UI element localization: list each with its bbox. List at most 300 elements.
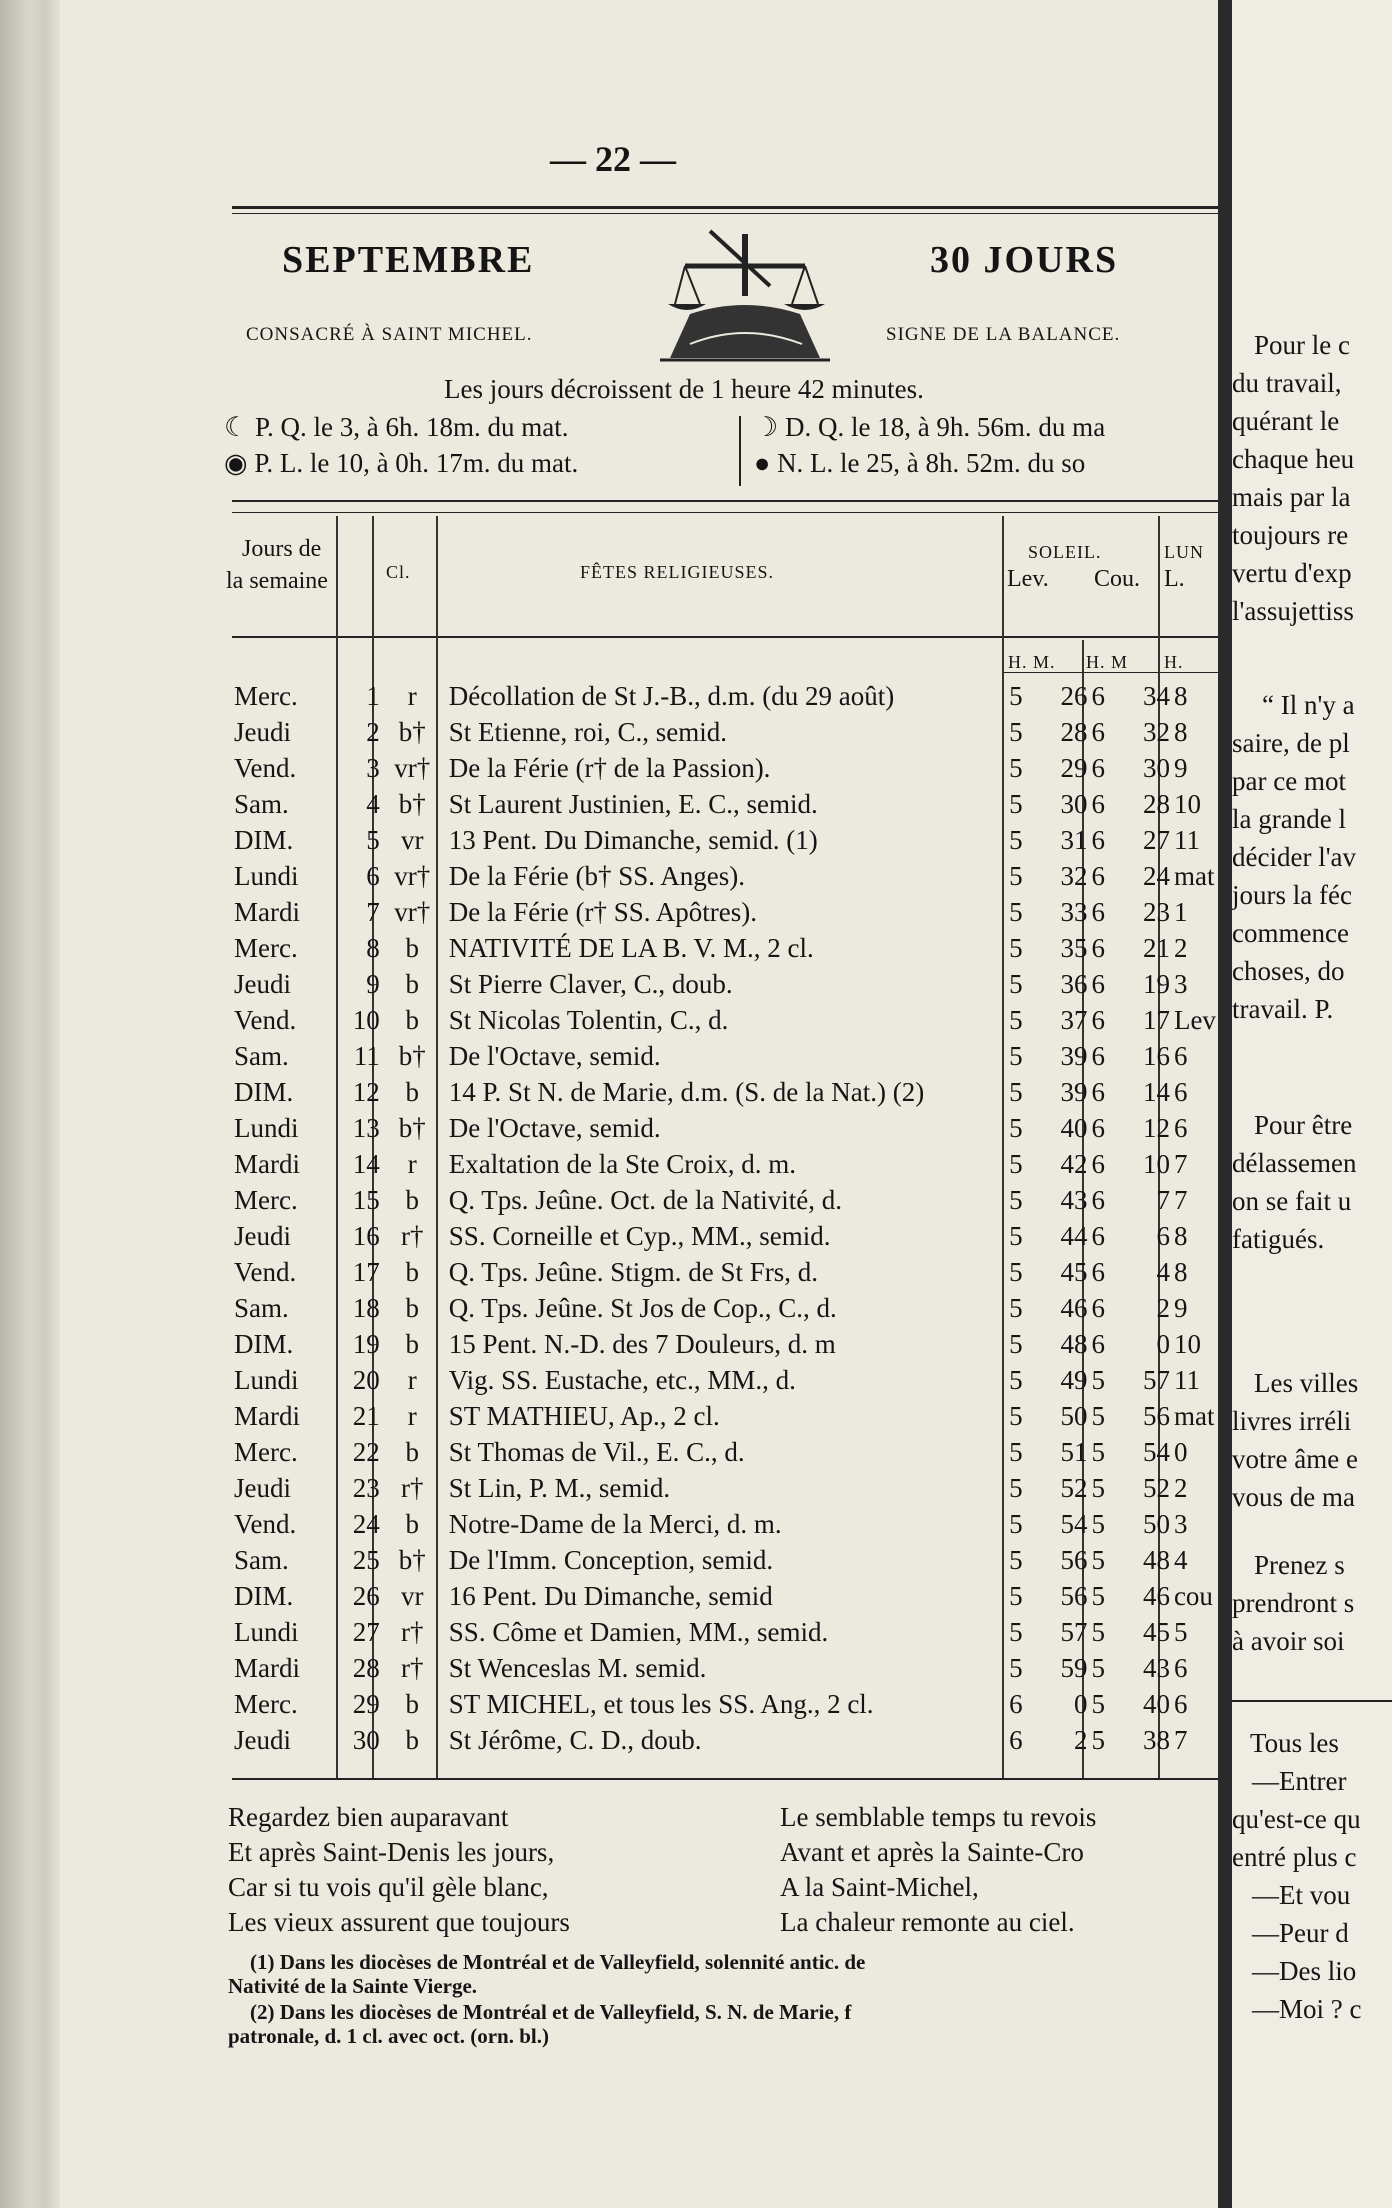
sunset-hour-cell: 6 xyxy=(1091,897,1106,927)
sunset-hour-cell: 5 xyxy=(1091,1473,1106,1503)
subheader-hm-cou: H. M xyxy=(1086,652,1129,672)
table-row xyxy=(232,786,1218,822)
proverb-right xyxy=(780,1800,1096,1940)
sunrise-hour-cell: 5 xyxy=(1009,1473,1023,1503)
footnote-2: (2) Dans les diocèses de Montréal et de Valleyfield, S. N. de Marie, f xyxy=(250,2000,852,2024)
weekday-cell: Jeudi xyxy=(234,969,291,999)
facing-page-line: prendront s xyxy=(1232,1588,1355,1618)
sunrise-hour-cell: 5 xyxy=(1009,1005,1023,1035)
sunrise-minute-cell: 49 xyxy=(1060,1365,1088,1395)
weekday-cell: Merc. xyxy=(234,1689,298,1719)
sunset-hour-cell: 6 xyxy=(1091,861,1106,891)
sunrise-hour-cell: 5 xyxy=(1009,789,1023,819)
sunrise-hour-cell: 5 xyxy=(1009,1041,1023,1071)
sunrise-minute-cell: 50 xyxy=(1060,1401,1088,1431)
facing-page-line: commence xyxy=(1232,918,1349,948)
moon-cell: 11 xyxy=(1173,1365,1200,1395)
day-number-cell: 4 xyxy=(366,789,380,819)
weekday-cell: Merc. xyxy=(234,1437,298,1467)
liturgical-class-cell: b xyxy=(405,1725,420,1755)
header-cou: Cou. xyxy=(1094,566,1141,592)
liturgical-class-cell: b† xyxy=(398,1041,426,1071)
table-row xyxy=(232,678,1218,714)
liturgical-class-cell: vr† xyxy=(394,753,431,783)
liturgical-class-cell: b xyxy=(405,969,420,999)
sunrise-hour-cell: 5 xyxy=(1009,1509,1023,1539)
proverb-line: A la Saint-Michel, xyxy=(780,1872,979,1902)
feast-cell: ST MATHIEU, Ap., 2 cl. xyxy=(448,1401,720,1431)
sunset-hour-cell: 6 xyxy=(1091,1005,1106,1035)
weekday-cell: Merc. xyxy=(234,1185,298,1215)
day-number-cell: 6 xyxy=(366,861,380,891)
sunset-hour-cell: 6 xyxy=(1091,1221,1106,1251)
facing-page-line: saire, de pl xyxy=(1232,728,1350,758)
sunset-minute-cell: 14 xyxy=(1142,1077,1170,1107)
facing-page-line: vertu d'exp xyxy=(1232,558,1352,588)
sunset-hour-cell: 6 xyxy=(1091,1113,1106,1143)
liturgical-class-cell: b xyxy=(405,1437,420,1467)
feast-cell: Notre-Dame de la Merci, d. m. xyxy=(448,1509,782,1539)
day-number-cell: 5 xyxy=(366,825,380,855)
sunset-minute-cell: 0 xyxy=(1156,1329,1170,1359)
header-lune: LUN xyxy=(1164,542,1204,562)
proverb-left xyxy=(228,1800,570,1940)
weekday-cell: DIM. xyxy=(234,1077,294,1107)
table-row xyxy=(232,1362,1218,1398)
table-row xyxy=(232,1254,1218,1290)
feast-cell: St Pierre Claver, C., doub. xyxy=(448,969,733,999)
sunset-minute-cell: 46 xyxy=(1142,1581,1170,1611)
weekday-cell: Sam. xyxy=(234,789,289,819)
sunset-hour-cell: 6 xyxy=(1091,717,1106,747)
table-row xyxy=(232,1578,1218,1614)
moon-cell: 8 xyxy=(1173,1221,1188,1251)
weekday-cell: Jeudi xyxy=(234,1221,291,1251)
day-number-cell: 29 xyxy=(352,1689,380,1719)
sunrise-hour-cell: 5 xyxy=(1009,1257,1023,1287)
sunrise-hour-cell: 5 xyxy=(1009,1329,1023,1359)
sunset-minute-cell: 54 xyxy=(1142,1437,1170,1467)
feast-cell: 15 Pent. N.-D. des 7 Douleurs, d. m xyxy=(448,1329,836,1359)
table-row xyxy=(232,858,1218,894)
sunrise-hour-cell: 5 xyxy=(1009,1077,1023,1107)
day-number-cell: 25 xyxy=(352,1545,380,1575)
table-row xyxy=(232,930,1218,966)
sunrise-minute-cell: 57 xyxy=(1060,1617,1088,1647)
day-number-cell: 14 xyxy=(352,1149,380,1179)
sunset-hour-cell: 5 xyxy=(1091,1365,1106,1395)
facing-page-line: choses, do xyxy=(1232,956,1345,986)
footnote-1-cont: Nativité de la Sainte Vierge. xyxy=(228,1974,478,1998)
weekday-cell: Merc. xyxy=(234,681,298,711)
sunset-minute-cell: 12 xyxy=(1142,1113,1170,1143)
moon-cell: cou xyxy=(1173,1581,1213,1611)
sunset-hour-cell: 6 xyxy=(1091,1257,1106,1287)
table-row xyxy=(232,1218,1218,1254)
zodiac-sign: SIGNE DE LA BALANCE. xyxy=(886,324,1121,345)
facing-page-line: chaque heu xyxy=(1232,444,1355,474)
weekday-cell: Merc. xyxy=(234,933,298,963)
proverb-line: Les vieux assurent que toujours xyxy=(228,1907,570,1937)
facing-page-line: —Des lio xyxy=(1252,1956,1357,1986)
sunrise-minute-cell: 26 xyxy=(1060,681,1088,711)
sunrise-minute-cell: 56 xyxy=(1060,1545,1088,1575)
sunset-minute-cell: 27 xyxy=(1142,825,1170,855)
header-rule-top xyxy=(232,500,1218,502)
day-number-cell: 13 xyxy=(352,1113,380,1143)
weekday-cell: Mardi xyxy=(234,1401,300,1431)
liturgical-class-cell: b xyxy=(405,1077,420,1107)
table-row xyxy=(232,1470,1218,1506)
liturgical-class-cell: vr† xyxy=(394,861,431,891)
facing-page-line: —Moi ? c xyxy=(1252,1994,1362,2024)
facing-page-line: Tous les xyxy=(1250,1728,1339,1758)
facing-page-line: —Entrer xyxy=(1252,1766,1347,1796)
feast-cell: De la Férie (b† SS. Anges). xyxy=(448,861,745,891)
sunset-hour-cell: 5 xyxy=(1091,1545,1106,1575)
sunrise-hour-cell: 5 xyxy=(1009,897,1023,927)
liturgical-class-cell: r xyxy=(407,681,417,711)
moon-cell: mat xyxy=(1173,861,1215,891)
subheader-hm-lev: H. M. xyxy=(1008,652,1056,672)
header-fetes: FÊTES RELIGIEUSES. xyxy=(580,562,775,582)
liturgical-class-cell: r† xyxy=(401,1653,424,1683)
sunset-minute-cell: 24 xyxy=(1142,861,1170,891)
sunset-hour-cell: 6 xyxy=(1091,1077,1106,1107)
sunrise-hour-cell: 5 xyxy=(1009,933,1023,963)
table-row xyxy=(232,1146,1218,1182)
table-row xyxy=(232,1074,1218,1110)
header-rule-bottom xyxy=(232,636,1218,638)
facing-page-line: travail. P. xyxy=(1232,994,1334,1024)
moon-cell: 10 xyxy=(1173,789,1201,819)
facing-page-line: fatigués. xyxy=(1232,1224,1325,1254)
sunrise-hour-cell: 5 xyxy=(1009,1221,1023,1251)
weekday-cell: Mardi xyxy=(234,1653,300,1683)
new-moon-icon: ● xyxy=(754,448,771,478)
weekday-cell: Lundi xyxy=(234,861,299,891)
book-left-edge xyxy=(0,0,60,2208)
sunset-hour-cell: 5 xyxy=(1091,1653,1106,1683)
sunset-minute-cell: 32 xyxy=(1142,717,1170,747)
sunrise-minute-cell: 44 xyxy=(1060,1221,1088,1251)
moon-cell: 5 xyxy=(1173,1617,1188,1647)
sunrise-minute-cell: 40 xyxy=(1060,1113,1088,1143)
table-row xyxy=(232,1002,1218,1038)
facing-page-line: décider l'av xyxy=(1232,842,1357,872)
day-number-cell: 12 xyxy=(352,1077,380,1107)
feast-cell: Exaltation de la Ste Croix, d. m. xyxy=(448,1149,796,1179)
table-row xyxy=(232,1290,1218,1326)
liturgical-class-cell: b xyxy=(405,1329,420,1359)
feast-cell: 16 Pent. Du Dimanche, semid xyxy=(448,1581,773,1611)
moon-cell: mat xyxy=(1173,1401,1215,1431)
day-number-cell: 10 xyxy=(352,1005,380,1035)
header-cl: Cl. xyxy=(386,562,411,582)
sunrise-hour-cell: 5 xyxy=(1009,1545,1023,1575)
sunset-minute-cell: 34 xyxy=(1142,681,1170,711)
calendar-table xyxy=(232,678,1218,1758)
moon-cell: 8 xyxy=(1173,1257,1188,1287)
sunset-minute-cell: 57 xyxy=(1142,1365,1170,1395)
sunrise-hour-cell: 5 xyxy=(1009,1653,1023,1683)
table-row xyxy=(232,1614,1218,1650)
liturgical-class-cell: b xyxy=(405,1005,420,1035)
sunset-minute-cell: 19 xyxy=(1142,969,1170,999)
table-row xyxy=(232,894,1218,930)
sunset-minute-cell: 28 xyxy=(1142,789,1170,819)
moon-cell: 7 xyxy=(1173,1725,1188,1755)
sunset-hour-cell: 6 xyxy=(1091,1041,1106,1071)
moon-cell: 7 xyxy=(1173,1185,1188,1215)
sunrise-minute-cell: 29 xyxy=(1060,753,1088,783)
weekday-cell: Lundi xyxy=(234,1617,299,1647)
table-row xyxy=(232,1434,1218,1470)
facing-page-line: livres irréli xyxy=(1232,1406,1352,1436)
facing-page-line: la grande l xyxy=(1232,804,1346,834)
day-number-cell: 3 xyxy=(366,753,380,783)
table-row xyxy=(232,966,1218,1002)
facing-page-fragment xyxy=(1232,0,1392,2208)
liturgical-class-cell: r† xyxy=(401,1473,424,1503)
footnote-1: (1) Dans les diocèses de Montréal et de Valleyfield, solennité antic. de xyxy=(250,1950,866,1974)
sunset-hour-cell: 5 xyxy=(1091,1725,1106,1755)
sunrise-minute-cell: 51 xyxy=(1060,1437,1088,1467)
table-row xyxy=(232,1722,1218,1758)
sunrise-hour-cell: 5 xyxy=(1009,1365,1023,1395)
liturgical-class-cell: b† xyxy=(398,717,426,747)
moon-cell: 6 xyxy=(1173,1077,1188,1107)
weekday-cell: DIM. xyxy=(234,1581,294,1611)
proverb-line: Regardez bien auparavant xyxy=(228,1802,509,1832)
sunset-minute-cell: 10 xyxy=(1142,1149,1170,1179)
weekday-cell: DIM. xyxy=(234,1329,294,1359)
sunset-minute-cell: 43 xyxy=(1142,1653,1170,1683)
daylight-note: Les jours décroissent de 1 heure 42 minutes. xyxy=(444,374,924,404)
sunset-hour-cell: 6 xyxy=(1091,1149,1106,1179)
table-row xyxy=(232,1542,1218,1578)
feast-cell: De l'Octave, semid. xyxy=(448,1113,661,1143)
liturgical-class-cell: vr xyxy=(401,1581,424,1611)
sunrise-hour-cell: 6 xyxy=(1009,1725,1023,1755)
liturgical-class-cell: vr xyxy=(401,825,424,855)
sunrise-hour-cell: 6 xyxy=(1009,1689,1023,1719)
page-number: — 22 — xyxy=(550,139,676,179)
sunset-minute-cell: 17 xyxy=(1142,1005,1170,1035)
day-number-cell: 22 xyxy=(352,1437,380,1467)
sunset-minute-cell: 7 xyxy=(1156,1185,1170,1215)
moon-phase-first-quarter xyxy=(224,412,568,443)
sunrise-hour-cell: 5 xyxy=(1009,681,1023,711)
moon-phase-text: P. Q. le 3, à 6h. 18m. du mat. xyxy=(254,412,569,442)
moon-phase-text: N. L. le 25, à 8h. 52m. du so xyxy=(777,448,1086,478)
sunrise-hour-cell: 5 xyxy=(1009,1293,1023,1323)
liturgical-class-cell: b xyxy=(405,1293,420,1323)
moon-cell: Lev xyxy=(1173,1005,1216,1035)
liturgical-class-cell: b† xyxy=(398,789,426,819)
moon-cell: 9 xyxy=(1173,753,1188,783)
sunrise-minute-cell: 0 xyxy=(1074,1689,1088,1719)
day-number-cell: 23 xyxy=(352,1473,380,1503)
weekday-cell: DIM. xyxy=(234,825,294,855)
table-row xyxy=(232,750,1218,786)
table-bottom-rule xyxy=(232,1778,1218,1780)
moon-cell: 11 xyxy=(1173,825,1200,855)
sunset-hour-cell: 6 xyxy=(1091,825,1106,855)
proverb-line: Avant et après la Sainte-Cro xyxy=(780,1837,1084,1867)
full-moon-icon: ◉ xyxy=(224,448,248,478)
weekday-cell: Jeudi xyxy=(234,1725,291,1755)
sunrise-minute-cell: 31 xyxy=(1060,825,1088,855)
moon-cell: 7 xyxy=(1173,1149,1188,1179)
sunset-minute-cell: 45 xyxy=(1142,1617,1170,1647)
proverb-line: Le semblable temps tu revois xyxy=(780,1802,1097,1832)
facing-page-rule xyxy=(1232,1700,1392,1702)
moon-divider xyxy=(739,416,741,486)
day-number-cell: 30 xyxy=(352,1725,380,1755)
day-number-cell: 18 xyxy=(352,1293,380,1323)
sunset-minute-cell: 16 xyxy=(1142,1041,1170,1071)
facing-page-line: à avoir soi xyxy=(1232,1626,1345,1656)
facing-page-line: Prenez s xyxy=(1254,1550,1345,1580)
weekday-cell: Sam. xyxy=(234,1041,289,1071)
moon-phase-new xyxy=(754,448,1085,479)
feast-cell: St Jérôme, C. D., doub. xyxy=(448,1725,702,1755)
weekday-cell: Vend. xyxy=(234,1005,297,1035)
feast-cell: 13 Pent. Du Dimanche, semid. (1) xyxy=(448,825,818,855)
sunrise-minute-cell: 28 xyxy=(1060,717,1088,747)
last-quarter-moon-icon: ☽ xyxy=(754,412,779,442)
moon-cell: 2 xyxy=(1173,933,1188,963)
table-row xyxy=(232,1650,1218,1686)
sunset-hour-cell: 5 xyxy=(1091,1581,1106,1611)
weekday-cell: Vend. xyxy=(234,753,297,783)
day-number-cell: 17 xyxy=(352,1257,380,1287)
sunset-hour-cell: 6 xyxy=(1091,1293,1106,1323)
table-row xyxy=(232,1110,1218,1146)
moon-phase-last-quarter xyxy=(754,412,1105,443)
sunrise-minute-cell: 39 xyxy=(1060,1077,1088,1107)
sunset-hour-cell: 5 xyxy=(1091,1509,1106,1539)
day-number-cell: 20 xyxy=(352,1365,380,1395)
table-row xyxy=(232,1686,1218,1722)
sunset-hour-cell: 6 xyxy=(1091,753,1106,783)
liturgical-class-cell: r xyxy=(407,1149,417,1179)
sunrise-hour-cell: 5 xyxy=(1009,969,1023,999)
sunset-minute-cell: 2 xyxy=(1156,1293,1170,1323)
facing-page-line: —Et vou xyxy=(1252,1880,1351,1910)
liturgical-class-cell: b xyxy=(405,1185,420,1215)
sunset-hour-cell: 6 xyxy=(1091,969,1106,999)
sunset-minute-cell: 4 xyxy=(1156,1257,1170,1287)
top-rule xyxy=(232,206,1218,209)
sunrise-hour-cell: 5 xyxy=(1009,1149,1023,1179)
table-row xyxy=(232,714,1218,750)
sunset-minute-cell: 48 xyxy=(1142,1545,1170,1575)
facing-page-line: entré plus c xyxy=(1232,1842,1357,1872)
sunset-hour-cell: 5 xyxy=(1091,1401,1106,1431)
facing-page-line: Pour le c xyxy=(1254,330,1350,360)
sunset-minute-cell: 56 xyxy=(1142,1401,1170,1431)
day-number-cell: 1 xyxy=(366,681,380,711)
weekday-cell: Lundi xyxy=(234,1113,299,1143)
liturgical-class-cell: r† xyxy=(401,1617,424,1647)
sunset-hour-cell: 5 xyxy=(1091,1617,1106,1647)
feast-cell: De la Férie (r† SS. Apôtres). xyxy=(448,897,757,927)
facing-page-line: quérant le xyxy=(1232,406,1340,436)
day-number-cell: 16 xyxy=(352,1221,380,1251)
subheader-rule xyxy=(1004,672,1218,673)
sunset-hour-cell: 6 xyxy=(1091,1329,1106,1359)
liturgical-class-cell: vr† xyxy=(394,897,431,927)
liturgical-class-cell: b† xyxy=(398,1545,426,1575)
table-row xyxy=(232,1038,1218,1074)
sunset-minute-cell: 52 xyxy=(1142,1473,1170,1503)
sunset-hour-cell: 6 xyxy=(1091,1185,1106,1215)
facing-page-line: mais par la xyxy=(1232,482,1351,512)
sunrise-minute-cell: 54 xyxy=(1060,1509,1088,1539)
weekday-cell: Lundi xyxy=(234,1365,299,1395)
feast-cell: Vig. SS. Eustache, etc., MM., d. xyxy=(448,1365,796,1395)
feast-cell: Q. Tps. Jeûne. Oct. de la Nativité, d. xyxy=(448,1185,842,1215)
feast-cell: 14 P. St N. de Marie, d.m. (S. de la Nat.) (2) xyxy=(448,1077,925,1107)
moon-cell: 0 xyxy=(1173,1437,1188,1467)
liturgical-class-cell: b xyxy=(405,1509,420,1539)
sunrise-minute-cell: 46 xyxy=(1060,1293,1088,1323)
moon-cell: 3 xyxy=(1173,1509,1188,1539)
day-number-cell: 24 xyxy=(352,1509,380,1539)
facing-page-line: Pour être xyxy=(1254,1110,1353,1140)
day-number-cell: 9 xyxy=(366,969,380,999)
sunrise-minute-cell: 36 xyxy=(1060,969,1088,999)
header-soleil: SOLEIL. xyxy=(1028,542,1102,562)
header-jours: Jours de xyxy=(242,536,322,562)
table-row xyxy=(232,1506,1218,1542)
sunset-hour-cell: 6 xyxy=(1091,789,1106,819)
sunrise-hour-cell: 5 xyxy=(1009,861,1023,891)
balance-scale-icon xyxy=(660,226,830,366)
sunrise-hour-cell: 5 xyxy=(1009,1617,1023,1647)
liturgical-class-cell: b xyxy=(405,1689,420,1719)
sunrise-minute-cell: 39 xyxy=(1060,1041,1088,1071)
day-number-cell: 21 xyxy=(352,1401,380,1431)
sunrise-hour-cell: 5 xyxy=(1009,1185,1023,1215)
sunrise-minute-cell: 2 xyxy=(1074,1725,1088,1755)
sunrise-minute-cell: 42 xyxy=(1060,1149,1088,1179)
header-rule-thin xyxy=(232,512,1218,513)
facing-page-line: votre âme e xyxy=(1232,1444,1358,1474)
table-row xyxy=(232,1398,1218,1434)
header-semaine: la semaine xyxy=(226,568,328,594)
liturgical-class-cell: b† xyxy=(398,1113,426,1143)
almanac-page xyxy=(60,0,1218,2208)
facing-page-line: par ce mot xyxy=(1232,766,1346,796)
weekday-cell: Vend. xyxy=(234,1257,297,1287)
day-number-cell: 26 xyxy=(352,1581,380,1611)
sunrise-hour-cell: 5 xyxy=(1009,1581,1023,1611)
sunrise-minute-cell: 56 xyxy=(1060,1581,1088,1611)
liturgical-class-cell: b xyxy=(405,1257,420,1287)
sunrise-minute-cell: 32 xyxy=(1060,861,1088,891)
first-quarter-moon-icon: ☾ xyxy=(224,412,249,442)
table-row xyxy=(232,822,1218,858)
sunrise-minute-cell: 59 xyxy=(1060,1653,1088,1683)
liturgical-class-cell: r xyxy=(407,1365,417,1395)
table-row xyxy=(232,1326,1218,1362)
proverb-line: Car si tu vois qu'il gèle blanc, xyxy=(228,1872,549,1902)
sunset-hour-cell: 6 xyxy=(1091,933,1106,963)
sunrise-hour-cell: 5 xyxy=(1009,717,1023,747)
